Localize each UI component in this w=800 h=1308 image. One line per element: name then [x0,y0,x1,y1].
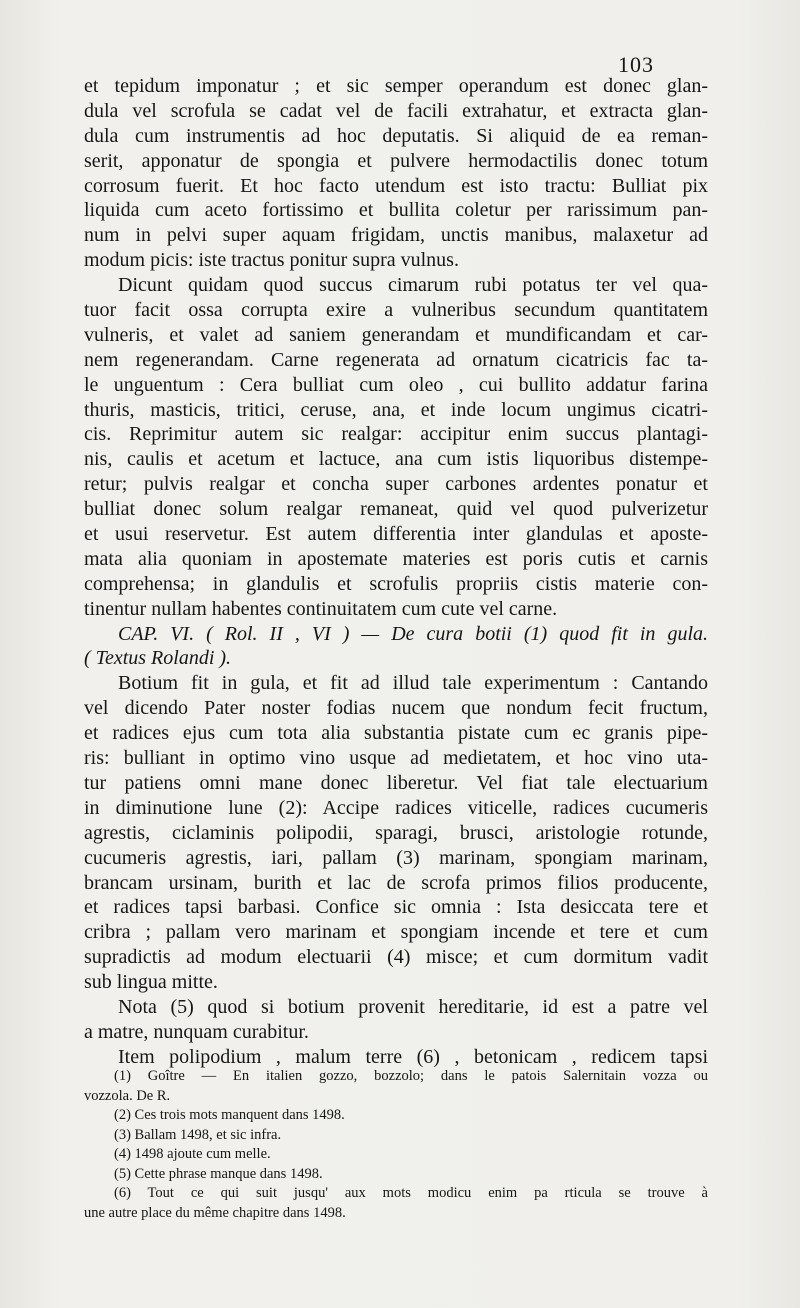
text-line: sub lingua mitte. [84,971,218,994]
footnotes [84,1067,708,1223]
text-line: brancam ursinam, burith et lac de scrofa primos filios producente, [84,871,708,894]
text-line: ris: bulliant in optimo vino usque ad medietatem, et hoc vino uta- [84,747,708,770]
text-line: thuris, masticis, tritici, ceruse, ana, et inde locum ungimus cicatri- [84,398,708,421]
footnote-line: (1) Goître — En italien gozzo, bozzolo; dans le patois Salernitain vozza ou [114,1068,708,1084]
text-line: comprehensa; in glandulis et scrofulis propriis cistis materie con- [84,572,708,595]
text-line: vel dicendo Pater noster fodias nucem que nondum fecit fructum, [84,697,708,720]
footnote-line: (6) Tout ce qui suit jusqu' aux mots modicu enim pa rticula se trouve à [114,1185,708,1201]
text-line: dula cum instrumentis ad hoc deputatis. Si aliquid de ea reman- [84,124,708,147]
footnote-line: (4) 1498 ajoute cum melle. [114,1146,271,1162]
text-line: et radices tapsi barbasi. Confice sic omnia : Ista desiccata tere et [84,896,708,919]
text-line: Item polipodium , malum terre (6) , betonicam , redicem tapsi [118,1045,708,1068]
text-line: corrosum fuerit. Et hoc facto utendum est isto tractu: Bulliat pix [84,174,708,197]
text-line: agrestis, ciclaminis polipodii, sparagi, brusci, aristologie rotunde, [84,821,708,844]
footnote-line: (3) Ballam 1498, et sic infra. [114,1126,282,1143]
text-line: dula vel scrofula se cadat vel de facili extrahatur, et extracta glan- [84,99,708,122]
text-line: num in pelvi super aquam frigidam, unctis manibus, malaxetur ad [84,224,708,247]
text-line: et tepidum imponatur ; et sic semper operandum est donec glan- [84,75,708,97]
page-number: 103 [618,52,654,77]
text-line: et usui reservetur. Est autem differentia inter glandulas et aposte- [84,523,708,546]
text-line: tur patiens omni mane donec liberetur. Vel fiat tale electuarium [84,771,708,794]
text-line: Botium fit in gula, et fit ad illud tale experimentum : Cantando [118,672,708,695]
text-line: serit, apponatur de spongia et pulvere hermodactilis donec totum [84,149,708,172]
text-line: supradictis ad modum electuarii (4) misce; et cum dormitum vadit [84,946,708,969]
text-line: mata alia quoniam in apostemate materies est poris cutis et carnis [84,547,708,570]
text-line: cribra ; pallam vero marinam et spongiam incende et tere et cum [84,921,708,944]
text-line: et radices ejus cum tota alia substantia pistate cum ec granis pipe- [84,722,708,745]
footnote-line: (2) Ces trois mots manquent dans 1498. [114,1107,345,1123]
footnote-line: une autre place du même chapitre dans 1498. [84,1204,346,1221]
text-line: nem regenerandam. Carne regenerata ad ornatum cicatricis fac ta- [84,348,708,371]
footnote-line: vozzola. De R. [84,1087,171,1104]
text-line: liquida cum aceto fortissimo et bullita coletur per rarissimum pan- [84,199,708,222]
text-line: tuor facit ossa corrupta exire a vulneribus secundum quantitatem [84,299,708,322]
text-line: Dicunt quidam quod succus cimarum rubi potatus ter vel qua- [118,274,708,297]
text-line: cis. Reprimitur autem sic realgar: accipitur enim succus plantagi- [84,423,708,446]
chapter-heading-line: CAP. VI. ( Rol. II , VI ) — De cura botii (1) quod fit in gula. [118,622,708,645]
text-line: retur; pulvis realgar et concha super carbones ardentes ponatur et [84,473,708,496]
text-line: tinentur nullam habentes continuitatem cum cute vel carne. [84,597,558,620]
text-line: in diminutione lune (2): Accipe radices viticelle, radices cucumeris [84,796,708,819]
text-line: bulliat donec solum realgar remaneat, quid vel quod pulverizetur [84,498,708,521]
footnote-line: (5) Cette phrase manque dans 1498. [114,1165,323,1182]
text-line: le unguentum : Cera bulliat cum oleo , cui bullito addatur farina [84,373,708,396]
text-line: cucumeris agrestis, iari, pallam (3) marinam, spongiam marinam, [84,846,708,869]
text-line: modum picis: iste tractus ponitur supra vulnus. [84,249,459,272]
text-line: a matre, nunquam curabitur. [84,1020,309,1043]
text-line: nis, caulis et acetum et lactuce, ana cum istis liquoribus distempe- [84,448,708,471]
main-text [84,74,708,1070]
text-line: vulneris, et valet ad saniem generandam et mundificandam et car- [84,323,708,346]
chapter-heading-line: ( Textus Rolandi ). [84,647,232,670]
text-line: Nota (5) quod si botium provenit hereditarie, id est a patre vel [118,995,708,1018]
